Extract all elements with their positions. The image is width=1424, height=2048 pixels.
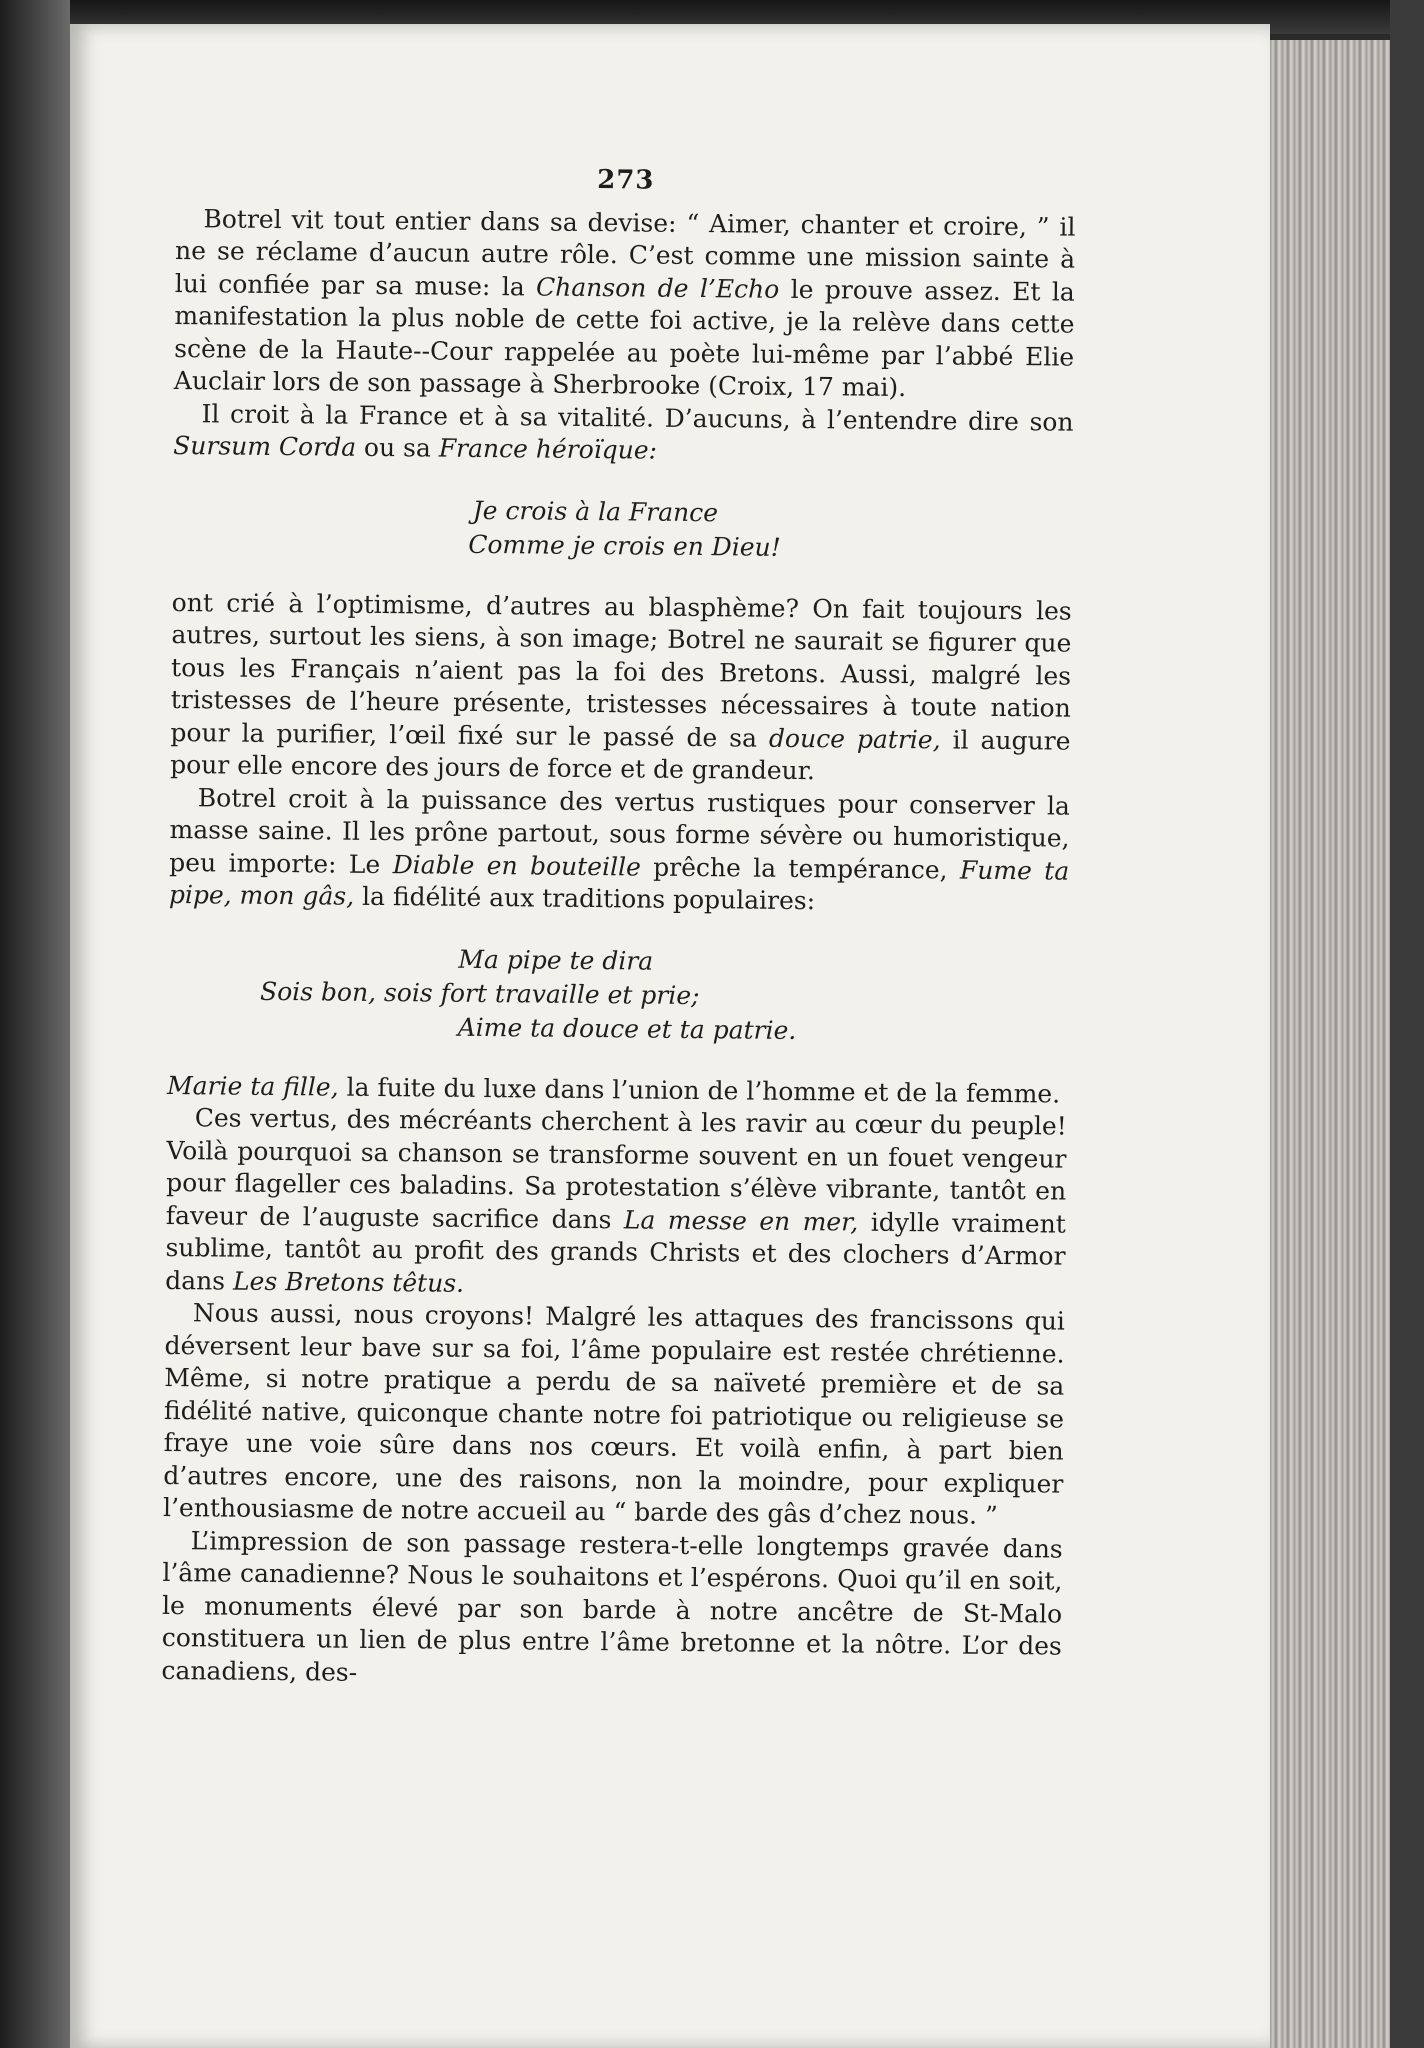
- paragraph-1-text-b: le prouve assez. Et la manifestation la plus noble de cette foi active, je la relève dans cette scène de la Haute--Cour rappelée au poète lui-même par l’abbé Elie Auclair lors de son passage à Sherbrooke (Croix, 17 mai).: [173, 274, 1075, 403]
- paragraph-6-text-a: Ces vertus, des mécréants cherchent à les ravir au cœur du peuple! Voilà pourquoi sa chanson se transforme souvent en un fouet vengeur pour flageller ces baladins. Sa protestation s’élève vibrante, tantôt en faveur de l’auguste sacrifice dans: [165, 1103, 1067, 1234]
- paragraph-2-text-a: Il croit à la France et à sa vitalité. D’aucuns, à l’entendre dire son: [201, 398, 1074, 437]
- title-les-bretons-tetus: Les Bretons têtus.: [232, 1266, 465, 1298]
- paragraph-1-text-a: Botrel vit tout entier dans sa devise: “ Aimer, chanter et croire, ” il ne se réclame d’aucun autre rôle. C’est comme une mission sainte à lui confiée par sa muse: la: [174, 203, 1076, 301]
- title-diable-en-bouteille: Diable en bouteille: [392, 849, 641, 881]
- paragraph-4-text-b: prêche la tempérance,: [640, 851, 961, 885]
- paragraph-5-text: la fuite du luxe dans l’union de l’homme et de la femme.: [338, 1072, 1061, 1109]
- book-gutter-left: [0, 0, 70, 2048]
- paragraph-7: Nous aussi, nous croyons! Malgré les attaques des francissons qui déversent leur bave sur sa foi, l’âme populaire est restée chrétienne. Même, si notre pratique a perdu de sa naïveté première et de sa fidélité native, quiconque chante notre foi patriotique ou religieuse se fraye une voie sûre dans nos cœurs. Et voilà enfin, à part bien d’autres encore, une des raisons, non la moindre, pour expliquer l’enthousiasme de notre accueil au “ barde des gâs d’chez nous. ”: [162, 1298, 1066, 1530]
- page-stack-edges: [1270, 40, 1390, 2048]
- paragraph-3: [170, 586, 1072, 790]
- verse-line: Sois bon, sois fort travaille et prie;: [259, 976, 700, 1010]
- title-marie-ta-fille: Marie ta fille,: [166, 1070, 339, 1102]
- verse-quote-2: [168, 939, 1069, 1050]
- paragraph-3-text-b: il augure pour elle encore des jours de force et de grandeur.: [170, 724, 1071, 786]
- paragraph-4-text-a: Botrel croit à la puissance des vertus rustiques pour conserver la masse saine. Il les prône partout, sous forme sévère ou humoristique, peu importe: Le: [169, 782, 1070, 879]
- scan-right-border: [1390, 0, 1424, 2048]
- verse-quote-1: [172, 490, 1073, 567]
- paragraph-4-text-c: la fidélité aux traditions populaires:: [353, 881, 816, 916]
- verse-line: Je crois à la France: [472, 495, 719, 527]
- verse-line: Ma pipe te dira: [458, 944, 654, 976]
- paragraph-1: [174, 202, 1076, 406]
- paragraph-6: [165, 1102, 1067, 1306]
- paragraph-2-text-b: ou sa: [355, 432, 439, 463]
- page-text-block: [161, 160, 1076, 1696]
- paragraph-6-text-b: idylle vraiment sublime, tantôt au profit des grands Christs et des clochers d’Armor dans: [165, 1207, 1066, 1296]
- page-number: 273: [597, 165, 655, 196]
- title-chanson-de-lecho: Chanson de l’Echo: [535, 271, 780, 304]
- verse-line: Aime ta douce et ta patrie.: [457, 1012, 797, 1045]
- title-sursum-corda: Sursum Corda: [173, 430, 357, 462]
- title-la-messe-en-mer: La messe en mer,: [623, 1204, 859, 1237]
- verse-line: Comme je crois en Dieu!: [468, 529, 781, 562]
- paragraph-3-text-a: ont crié à l’optimisme, d’autres au blasphème? On fait toujours les autres, surtout les siens, à son image; Botrel ne saurait se figurer que tous les Français n’aient pas la foi des Bretons. Aussi, malgré les tristesses de l’heure présente, tristesses nécessaires à toute nation pour la purifier, l’œil fixé sur le passé de sa: [170, 587, 1072, 753]
- title-fume-ta-pipe: Fume ta pipe, mon gâs,: [168, 855, 1070, 911]
- paragraph-2: [173, 397, 1074, 471]
- paragraph-8: L’impression de son passage restera-t-elle longtemps gravée dans l’âme canadienne? Nous le souhaitons et l’espérons. Quoi qu’il en soit, le monuments élevé par son barde à notre ancêtre de St-Malo constituera un lien de plus entre l’âme bretonne et la nôtre. L’or des canadiens, des-: [161, 1525, 1063, 1687]
- phrase-douce-patrie: douce patrie,: [768, 723, 941, 754]
- title-france-heroique: France héroïque:: [438, 433, 658, 465]
- paragraph-4: [169, 781, 1070, 920]
